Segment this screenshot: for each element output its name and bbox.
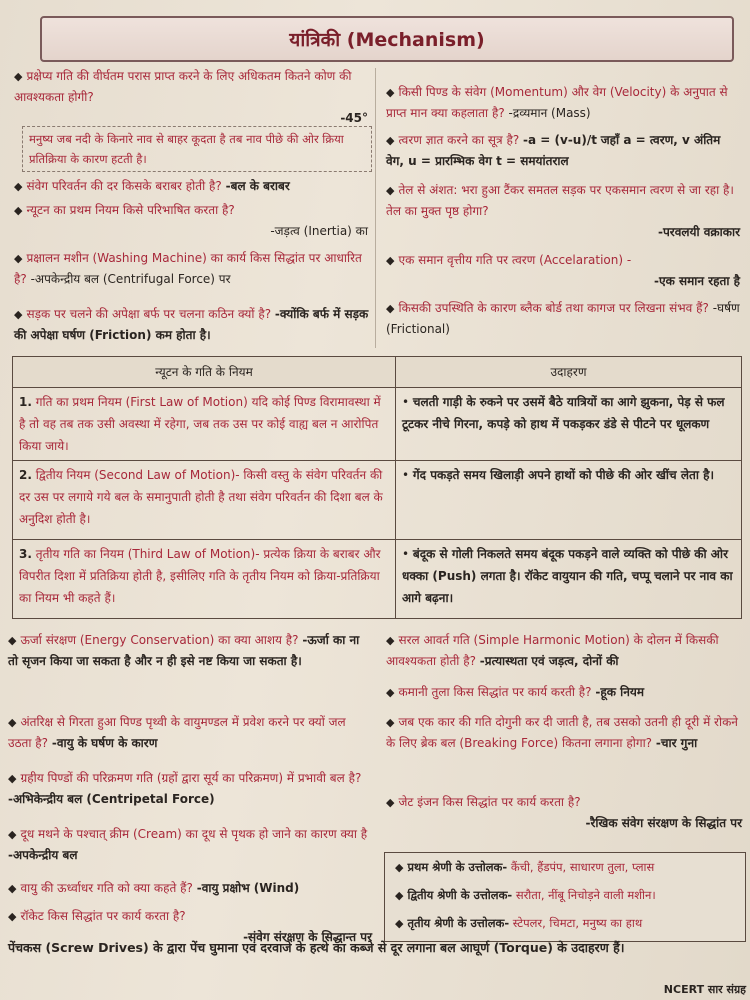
bullet-icon: ◆ <box>8 634 17 647</box>
footer-brand: NCERT सार संग्रह <box>663 983 746 996</box>
table-header-examples: उदाहरण <box>396 357 742 388</box>
answer: -प्रत्यास्थता एवं जड़त्व, दोनों की <box>479 654 619 668</box>
question-item: ◆ ग्रहीय पिण्डों की परिक्रमण गति (ग्रहों द्वारा सूर्य का परिक्रमण) में प्रभावी बल है? -अभिकेन्द्रीय बल (Centripetal Force) <box>8 771 362 806</box>
bullet-icon: ◆ <box>395 889 404 902</box>
question-item: ◆ तेल से अंशत: भरा हुआ टैंकर समतल सड़क पर एकसमान त्वरण से जा रहा है। तेल का मुक्त पृष्ठ होगा? -परवलयी वक्राकार <box>386 180 740 243</box>
bottom-note <box>0 938 750 978</box>
answer: -वायु प्रक्षोभ (Wind) <box>196 881 300 895</box>
bullet-icon: ◆ <box>14 70 23 83</box>
answer: -जड़त्व (Inertia) का <box>270 224 368 238</box>
table-header-laws: न्यूटन के गति के नियम <box>13 357 396 388</box>
bullet-icon: ◆ <box>386 796 395 809</box>
question-item: ◆ प्रक्षेप्य गति की वीर्घतम परास प्राप्त करने के लिए अधिकतम कितने कोण की आवश्यकता होगी? -45° <box>14 66 368 129</box>
bullet-icon: ◆ <box>386 686 395 699</box>
table-row <box>13 540 742 619</box>
answer: -अपकेन्द्रीय बल <box>8 848 78 862</box>
bullet-icon: ◆ <box>14 252 23 265</box>
answer: जहाँ a = त्वरण, v अंतिम वेग, u = प्रारम्भिक वेग t = समयांतराल <box>386 133 721 168</box>
bullet-icon: ◆ <box>386 302 395 315</box>
torque-note: पेंचकस (Screw Drives) के द्वारा पेंच घुमाना एवं दरवाजे के हत्थे का कब्जे से दूर लगाना बल आघूर्ण (Torque) के उदाहरण हैं। <box>8 940 625 955</box>
example-cell: • बंदूक से गोली निकलते समय बंदूक पकड़ने वाले व्यक्ति को पीछे की ओर धक्का (Push) लगता है। रॉकेट वायुयान की गति, चप्पू चलाने पर नाव का आगे बढ़ना। <box>396 540 742 619</box>
question-item: ◆ प्रक्षालन मशीन (Washing Machine) का कार्य किस सिद्धांत पर आधारित है? -अपकेन्द्रीय बल (Centrifugal Force) पर <box>14 251 362 286</box>
question-item: ◆ किसकी उपस्थिति के कारण ब्लैक बोर्ड तथा कागज पर लिखना संभव हैं? -घर्षण (Frictional) <box>386 301 740 336</box>
bullet-icon: ◆ <box>14 308 23 321</box>
formula: -a = (v-u)/t <box>523 133 597 147</box>
answer: -अपकेन्द्रीय बल (Centrifugal Force) पर <box>30 272 231 286</box>
lever-item: ◆ द्वितीय श्रेणी के उत्तोलक- सरौता, नींबू निचोड़ने वाली मशीन। <box>395 888 656 902</box>
answer: -घर्षण (Frictional) <box>386 301 740 336</box>
bullet-icon: ◆ <box>386 134 395 147</box>
question-item: ◆ एक समान वृत्तीय गति पर त्वरण (Accelaration) - -एक समान रहता है <box>386 250 740 292</box>
question-item: ◆ त्वरण ज्ञात करने का सूत्र है? -a = (v-u)/t जहाँ a = त्वरण, v अंतिम वेग, u = प्रारम्भिक वेग t = समयांतराल <box>386 133 721 168</box>
answer: -एक समान रहता है <box>653 274 740 288</box>
note-box: मनुष्य जब नदी के किनारे नाव से बाहर कूदता है तब नाव पीछे की ओर क्रिया प्रतिक्रिया के कारण हटती है। <box>22 126 372 172</box>
newton-laws-table <box>12 356 742 619</box>
law-cell: 3. तृतीय गति का नियम (Third Law of Motion)- प्रत्येक क्रिया के बराबर और विपरीत दिशा में प्रतिक्रिया होती है, इसीलिए गति के तृतीय नियम को क्रिया-प्रतिक्रिया का नियम भी कहते हैं। <box>13 540 396 619</box>
title-banner <box>40 16 734 62</box>
answer: -ऊर्जा का ना तो सृजन किया जा सकता है और न ही इसे नष्ट किया जा सकता है। <box>8 633 360 668</box>
bullet-icon: ◆ <box>8 828 17 841</box>
question-item: ◆ दूध मथने के पश्चात् क्रीम (Cream) का दूध से पृथक हो जाने का कारण क्या है -अपकेन्द्रीय बल <box>8 827 368 862</box>
question-item: ◆ रॉकेट किस सिद्धांत पर कार्य करता है? -संवेग संरक्षण के सिद्धान्त पर <box>8 906 372 948</box>
lever-box <box>384 852 746 942</box>
bullet-icon: ◆ <box>386 716 395 729</box>
bullet-icon: ◆ <box>395 917 404 930</box>
question-item: ◆ कमानी तुला किस सिद्धांत पर कार्य करती है? -हूक नियम <box>386 685 645 699</box>
table-row <box>13 461 742 540</box>
bullet-icon: ◆ <box>386 184 395 197</box>
question-item: ◆ जेट इंजन किस सिद्धांत पर कार्य करता है? -रैखिक संवेग संरक्षण के सिद्धांत पर <box>386 792 742 834</box>
bullet-icon: ◆ <box>8 910 17 923</box>
answer: -द्रव्यमान (Mass) <box>508 106 591 120</box>
question-item: ◆ वायु की ऊर्ध्वाधर गति को क्या कहते हैं? -वायु प्रक्षोभ (Wind) <box>8 881 300 895</box>
bullet-icon: ◆ <box>386 634 395 647</box>
answer: -परवलयी वक्राकार <box>658 225 740 239</box>
answer: -अभिकेन्द्रीय बल (Centripetal Force) <box>8 792 215 806</box>
question-item: ◆ संवेग परिवर्तन की दर किसके बराबर होती है? -बल के बराबर <box>14 179 290 193</box>
law-cell: 1. गति का प्रथम नियम (First Law of Motion) यदि कोई पिण्ड विरामावस्था में है तो वह तब तक उसी अवस्था में रहेगा, जब तक उस पर कोई वाह्य बल न आरोपित किया जाये। <box>13 388 396 461</box>
lever-item: ◆ तृतीय श्रेणी के उत्तोलक- स्टेपलर, चिमटा, मनुष्य का हाथ <box>395 916 643 930</box>
bullet-icon: ◆ <box>395 861 404 874</box>
answer: -45° <box>340 111 368 125</box>
table-header-row <box>13 357 742 388</box>
question-item: ◆ सरल आवर्त गति (Simple Harmonic Motion) के दोलन में किसकी आवश्यकता होती है? -प्रत्यास्थता एवं जड़त्व, दोनों की <box>386 633 719 668</box>
bullet-icon: ◆ <box>8 772 17 785</box>
table-row <box>13 388 742 461</box>
answer: -संवेग संरक्षण के सिद्धान्त पर <box>243 930 372 944</box>
answer: -क्योंकि बर्फ में सड़क की अपेक्षा घर्षण (Friction) कम होता है। <box>14 307 369 342</box>
column-divider <box>375 68 376 348</box>
answer: -रैखिक संवेग संरक्षण के सिद्धांत पर <box>585 816 742 830</box>
question-item: ◆ किसी पिण्ड के संवेग (Momentum) और वेग (Velocity) के अनुपात से प्राप्त मान क्या कहलाता है? -द्रव्यमान (Mass) <box>386 85 728 120</box>
question-item: ◆ अंतरिक्ष से गिरता हुआ पिण्ड पृथ्वी के वायुमण्डल में प्रवेश करने पर क्यों जल उठता है? -वायु के घर्षण के कारण <box>8 715 346 750</box>
answer: -चार गुना <box>655 736 698 750</box>
question-item: ◆ ऊर्जा संरक्षण (Energy Conservation) का क्या आशय है? -ऊर्जा का ना तो सृजन किया जा सकता है और न ही इसे नष्ट किया जा सकता है। <box>8 633 360 668</box>
lever-item: ◆ प्रथम श्रेणी के उत्तोलक- कैंची, हैंडपंप, साधारण तुला, प्लास <box>395 860 655 874</box>
bullet-icon: ◆ <box>14 180 23 193</box>
bullet-icon: ◆ <box>386 254 395 267</box>
bullet-icon: ◆ <box>14 204 23 217</box>
question-item: ◆ सड़क पर चलने की अपेक्षा बर्फ पर चलना कठिन क्यों है? -क्योंकि बर्फ में सड़क की अपेक्षा घर्षण (Friction) कम होता है। <box>14 307 369 342</box>
law-cell: 2. द्वितीय नियम (Second Law of Motion)- किसी वस्तु के संवेग परिवर्तन की दर उस पर लगाये गये बल के समानुपाती होती है तथा संवेग परिवर्तन की दिशा बल के अनुदिश होती है। <box>13 461 396 540</box>
bullet-icon: ◆ <box>8 882 17 895</box>
example-cell: • चलती गाड़ी के रुकने पर उसमें बैठे यात्रियों का आगे झुकना, पेड़ से फल टूटकर नीचे गिरना, कपड़े को हाथ में पकड़कर डंडे से पीटने पर धूलकण <box>396 388 742 461</box>
bullet-icon: ◆ <box>8 716 17 729</box>
bullet-icon: ◆ <box>386 86 395 99</box>
answer: -वायु के घर्षण के कारण <box>51 736 158 750</box>
example-cell: • गेंद पकड़ते समय खिलाड़ी अपने हाथों को पीछे की ओर खींच लेता है। <box>396 461 742 540</box>
answer: -बल के बराबर <box>225 179 290 193</box>
answer: -हूक नियम <box>595 685 645 699</box>
question-item: ◆ न्यूटन का प्रथम नियम किसे परिभाषित करता है? -जड़त्व (Inertia) का <box>14 200 368 242</box>
question-item: ◆ जब एक कार की गति दोगुनी कर दी जाती है, तब उसको उतनी ही दूरी में रोकने के लिए ब्रेक बल (Breaking Force) कितना लगाना होगा? -चार गुना <box>386 715 738 750</box>
page-title: यांत्रिकी (Mechanism) <box>289 29 485 51</box>
